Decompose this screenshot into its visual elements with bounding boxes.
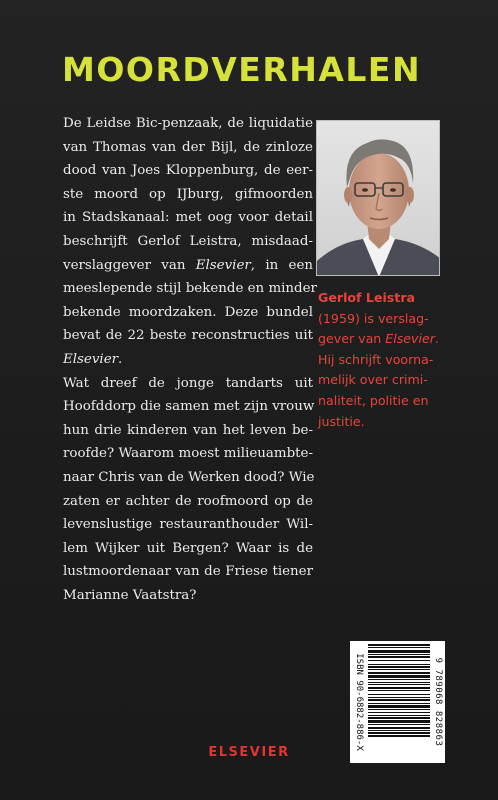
barcode-bars [368, 644, 430, 760]
barcode-bar [368, 732, 430, 734]
italic-text: Elsevier [195, 257, 251, 273]
barcode-bar [368, 682, 430, 683]
text-line: Hoofddorp die samen met zijn vrouw [63, 399, 315, 415]
barcode-bar [368, 712, 430, 713]
text-line: beschrijft Gerlof Leistra, misdaad- [63, 233, 313, 249]
text-line: lustmoordenaar van de Friese tiener [63, 564, 313, 580]
blurb-paragraph-1 [63, 112, 317, 372]
text-line [318, 370, 458, 391]
text-line [318, 329, 458, 350]
barcode-bar [368, 650, 430, 653]
text-line: hun drie kinderen van het leven be- [63, 422, 313, 438]
text-line: meeslepende stijl bekende en minder [63, 281, 317, 297]
barcode-bar [368, 675, 430, 678]
barcode-bar [368, 654, 430, 655]
barcode-bar [368, 690, 430, 691]
text-segment: . [118, 351, 123, 367]
text-line [318, 412, 458, 433]
publisher-logo-text: ELSEVIER [208, 745, 290, 760]
text-segment: (1959) is verslag- [318, 310, 429, 326]
barcode-bar [368, 697, 430, 698]
text-segment: Hij schrijft voorna- [318, 351, 434, 367]
author-name: Gerlof Leistra [318, 290, 416, 305]
text-line: in Stadskanaal: met oog voor detail [63, 210, 313, 226]
barcode-bar [368, 705, 430, 708]
blurb-paragraph-2 [63, 372, 313, 608]
barcode-bar [368, 647, 430, 648]
book-title: MOORDVERHALEN [62, 50, 422, 89]
author-photo [316, 120, 440, 276]
italic-text: Elsevier [63, 351, 119, 367]
barcode-bar [368, 735, 430, 737]
text-line: Marianne Vaatstra? [63, 587, 197, 603]
text-segment: naliteit, politie en [318, 392, 429, 408]
barcode-bar [368, 715, 430, 716]
text-line [63, 254, 313, 278]
barcode-bar [368, 717, 430, 719]
text-segment: , in een [250, 257, 313, 273]
text-line: zaten er achter de roofmoord op de [63, 493, 313, 509]
barcode-bar [368, 724, 430, 725]
barcode-bar [368, 656, 430, 658]
isbn-label: ISBN 90-6882-886-X [354, 653, 364, 751]
text-line: dood van Joes Kloppenburg, de eer- [63, 163, 313, 179]
text-segment: gever van [318, 331, 386, 347]
barcode-bar [368, 684, 430, 685]
barcode-bar [368, 727, 430, 729]
barcode-bar [368, 687, 430, 689]
text-line: De Leidse Bic-penzaak, de liquidatie [63, 116, 313, 131]
barcode-bar [368, 679, 430, 680]
text-segment: justitie. [318, 413, 365, 429]
author-bio [318, 288, 458, 432]
barcode-bar [368, 666, 430, 668]
text-line [318, 391, 458, 412]
blurb-text [63, 112, 317, 607]
barcode-bar [368, 720, 430, 723]
text-line: van Thomas van der Bijl, de zinloze [63, 139, 313, 155]
barcode-bar [368, 694, 430, 695]
text-segment: melijk over crimi- [318, 372, 428, 388]
text-line: lem Wijker uit Bergen? Waar is de [63, 540, 313, 556]
italic-text: Elsevier [385, 331, 435, 347]
barcode-bar [368, 664, 430, 665]
barcode-bar [368, 730, 430, 731]
barcode-bar [368, 703, 430, 704]
text-segment: . [434, 331, 439, 347]
author-bio-text [318, 309, 458, 433]
text-line [318, 350, 458, 371]
text-line [318, 309, 458, 330]
text-line [63, 348, 313, 372]
text-segment: verslaggever van [63, 257, 196, 273]
text-line: Wat dreef de jonge tandarts uit [63, 375, 313, 391]
barcode-bar [368, 644, 430, 646]
text-line: naar Chris van de Werken dood? Wie [63, 469, 315, 485]
barcode-bar [368, 669, 430, 670]
barcode-bar [368, 709, 430, 710]
barcode-bar [368, 699, 430, 701]
text-line: bekende moordzaken. Deze bundel [63, 304, 313, 320]
text-line: levenslustige restauranthouder Wil- [63, 517, 313, 533]
text-line: bevat de 22 beste reconstructies uit [63, 328, 313, 344]
ean-label: 9 789068 828863 [433, 657, 443, 747]
text-line: ste moord op IJburg, gifmoorden [63, 186, 313, 202]
barcode-bar [368, 660, 430, 661]
text-line: roofde? Waarom moest milieuambte- [63, 446, 313, 462]
barcode-bar [368, 672, 430, 674]
